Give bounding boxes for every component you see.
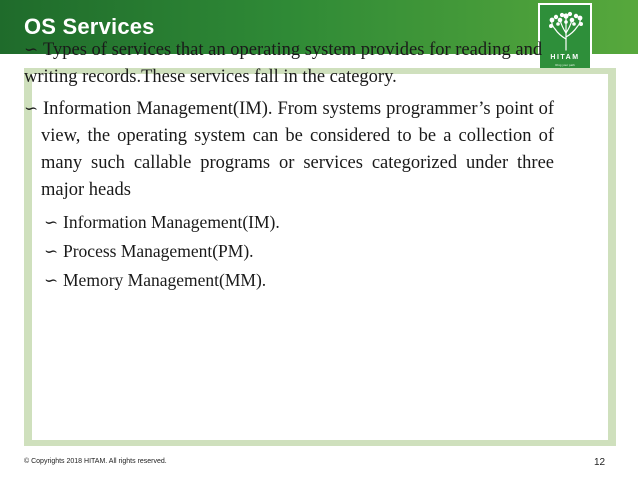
logo-tagline: Ring your path [555, 63, 575, 67]
bullet-symbol-icon: ∽ [44, 242, 59, 261]
bullet-text: Types of services that an operating system provides for reading and writing records.These services fall in the category. [24, 40, 543, 87]
sub-bullet-item [44, 208, 554, 237]
sub-bullet-list [44, 208, 554, 295]
bullet-item [24, 95, 554, 204]
bullet-item [24, 36, 554, 91]
slide-title: OS Services [24, 14, 155, 39]
sub-bullet-item [44, 266, 554, 295]
bullet-symbol-icon: ∽ [24, 99, 39, 118]
sub-bullet-text: Memory Management(MM). [63, 270, 267, 290]
logo-name: HITAM [550, 54, 580, 61]
bullet-symbol-icon: ∽ [44, 271, 59, 290]
bullet-symbol-icon: ∽ [44, 213, 59, 232]
sub-bullet-text: Process Management(PM). [63, 241, 254, 261]
footer-copyright: © Copyrights 2018 HITAM. All rights reserved. [24, 458, 167, 465]
sub-bullet-item [44, 237, 554, 266]
bullet-list [24, 36, 554, 295]
sub-bullet-text: Information Management(IM). [63, 212, 280, 232]
bullet-symbol-icon: ∽ [24, 40, 39, 59]
bullet-text: Information Management(IM). From systems programmer’s point of view, the operating system can be considered to be a collection of many such callable programs or services categorized under three major heads [41, 99, 554, 200]
page-number: 12 [594, 457, 606, 468]
